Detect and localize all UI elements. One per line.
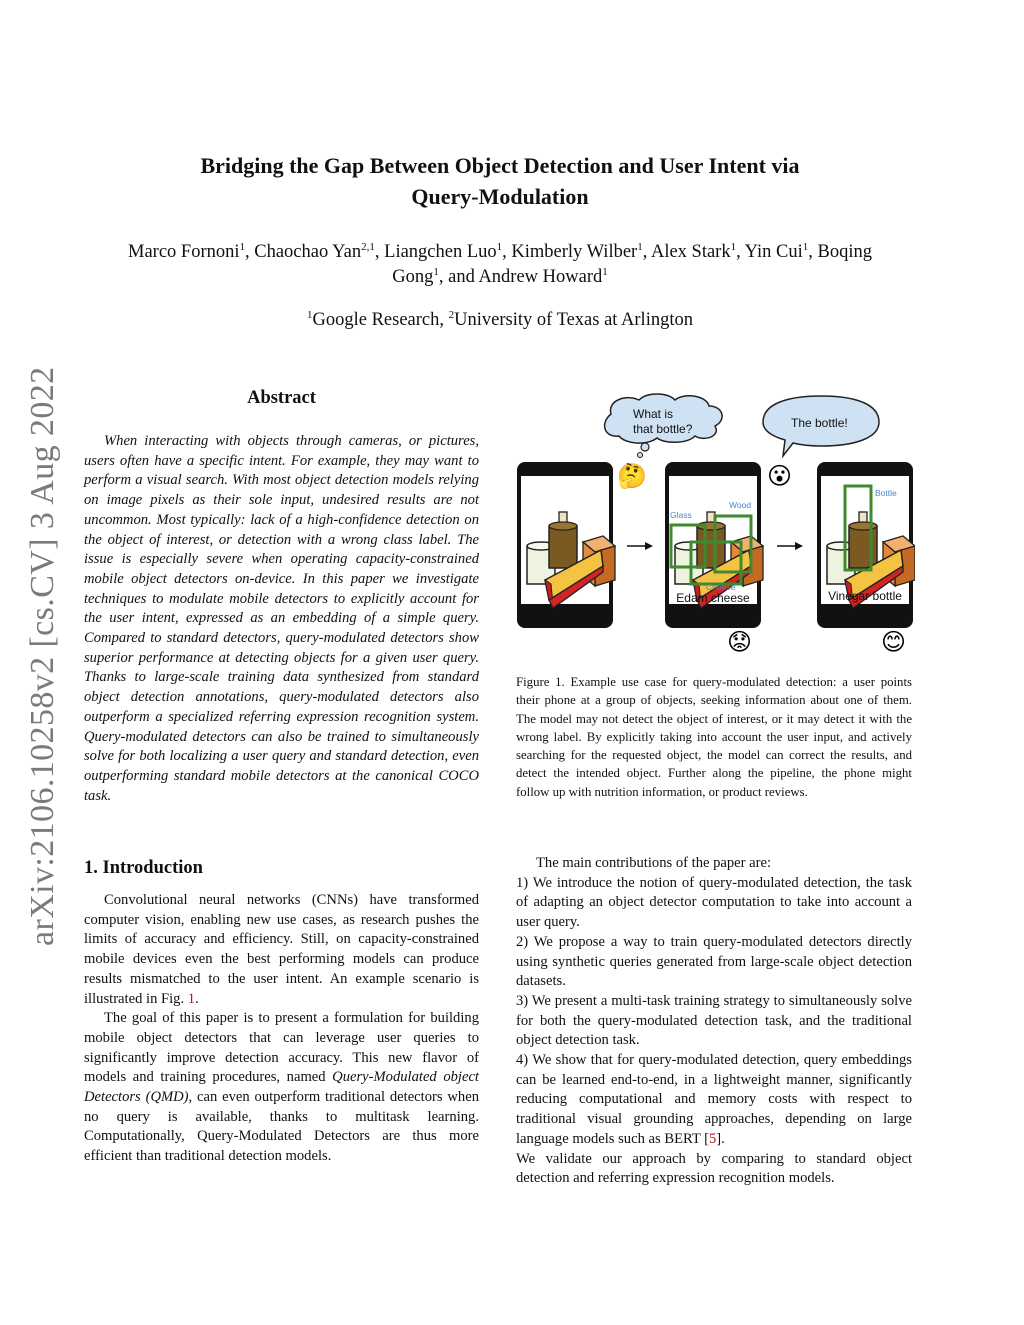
- contribution-1: 1) We introduce the notion of query-modulated detection, the task of adapting an object detector computation to take into account a user query.: [516, 874, 912, 931]
- phone-1: [517, 462, 615, 628]
- author: Boqing: [817, 242, 872, 262]
- citation-link[interactable]: 5: [709, 1130, 717, 1147]
- intro-paragraph-2: The goal of this paper is to present a formulation for building mobile object detectors that can leverage user queries to significantly improve detection accuracy. This new flavor of models and training procedures, named Query-Modulated object Detectors (QMD), can even outperform traditional detectors when no query is available, thanks to multitask learning. Computationally, Query-Modulated Detectors are thus more efficient than traditional detection models.: [84, 1010, 479, 1165]
- speech-text: The bottle!: [791, 416, 848, 430]
- thought-text-line-1: What is: [633, 407, 674, 421]
- surprised-emoji-icon: 😮: [767, 462, 793, 490]
- label-glass: Glass: [670, 510, 692, 520]
- contribution-4: 4) We show that for query-modulated detection, query embeddings can be learned end-to-end, in a lightweight manner, significantly reducing computational and memory costs with respect to traditional visual grounding approaches, depending on large language models such as BERT [5].: [516, 1052, 912, 1147]
- author-line-1: Marco Fornoni$^1$, Chaochao Yan$^{2,1}$, Liangchen Luo$^1$, Kimberly Wilber$^1$, Alex Stark$^1$, Yin Cui$^1$, Boqing: [128, 240, 872, 262]
- title-line-2: Query-Modulation: [411, 184, 589, 209]
- contribution-3: 3) We present a multi-task training strategy to simultaneously solve for both the query-modulated detection task, and the traditional object detection task.: [516, 992, 912, 1049]
- introduction-body: [84, 891, 479, 1167]
- author: Andrew Howard: [478, 267, 603, 287]
- contributions-intro: The main contributions of the paper are:: [536, 855, 772, 871]
- thought-bubble: [605, 394, 723, 458]
- phone-3-result: Vinegar bottle: [828, 589, 902, 603]
- author-list: [80, 240, 920, 290]
- author: Alex Stark: [650, 242, 731, 262]
- affiliations: $^1$Google Research, $^2$University of Texas at Arlington: [307, 308, 693, 330]
- author: Marco Fornoni: [128, 242, 240, 262]
- author: Yin Cui: [744, 242, 803, 262]
- label-bottle: Bottle: [875, 488, 897, 498]
- abstract-body: [84, 432, 479, 806]
- happy-emoji-icon: 😊: [881, 628, 907, 656]
- thinking-emoji-icon: 🤔: [617, 462, 647, 490]
- phone-2: [665, 462, 763, 628]
- phone-2-result: Edam cheese: [676, 591, 750, 605]
- author: Kimberly Wilber: [511, 242, 638, 262]
- contribution-2: 2) We propose a way to train query-modulated detectors directly using synthetic queries generated from large-scale object detection datasets.: [516, 933, 912, 990]
- arrow-right-icon: [777, 542, 803, 550]
- abstract-heading: Abstract: [247, 388, 316, 408]
- confused-emoji-icon: 😟: [727, 628, 753, 656]
- intro-paragraph-1: Convolutional neural networks (CNNs) have transformed computer vision, enabling new use cases, as research pushes the limits of accuracy and efficiency. Still, on capacity-constrained mobile devices even the best performing models can produce results mismatched to the user intent. An example scenario is illustrated in Fig. 1.: [84, 892, 479, 1007]
- validation-statement: We validate our approach by comparing to standard object detection and referring expression recognition models.: [516, 1150, 912, 1187]
- figure-reference-link[interactable]: 1: [187, 990, 196, 1007]
- thought-text-line-2: that bottle?: [633, 422, 693, 436]
- arrow-right-icon: [627, 542, 653, 550]
- abstract-text: When interacting with objects through cameras, or pictures, users often have a specific intent. For example, they may want to perform a visual search. With most object detection models relying on image pixels as their sole input, undesired results are not uncommon. Most typically: lack of a high-confidence detection on the object of interest, or detection with a wrong class label. The issue is especially severe when operating capacity-constrained mobile object detectors on-device. In this paper we investigate techniques to modulate mobile detectors to explicitly account for the user intent, expressed as an embedding of a simple query. Compared to standard detectors, query-modulated detectors show superior performance at detecting objects for a given user query. Thanks to large-scale training data synthesized from standard object detection annotations, query-modulated detectors also outperform a specialized referring expression recognition system. Query-modulated detectors can also be trained to simultaneously solve for both localizing a user query and standard detection, even outperforming standard mobile detectors at the canonical COCO task.: [84, 433, 479, 804]
- author: Liangchen Luo: [384, 242, 497, 262]
- author-line-2: Gong$^1$, and Andrew Howard$^1$: [392, 265, 608, 287]
- contributions-list: [516, 854, 912, 1189]
- label-cheese: Cheese: [706, 582, 736, 592]
- paper-title: [120, 150, 880, 212]
- author: Gong: [392, 267, 434, 287]
- author: Chaochao Yan: [254, 242, 362, 262]
- figure-1-illustration: [515, 392, 915, 667]
- section-heading-introduction: 1. Introduction: [84, 858, 203, 878]
- figure-caption: Figure 1. Example use case for query-modulated detection: a user points their phone at a group of objects, seeking information about one of them. The model may not detect the object of interest, or it may detect it with the wrong label. By explicitly taking into account the user input, and actively searching for the requested object, the model can correct the results, and detect the intended object. Further along the pipeline, the phone might follow up with nutrition information, or product reviews.: [516, 675, 912, 799]
- speech-bubble: [763, 396, 879, 456]
- phone-3: [817, 462, 915, 628]
- title-line-1: Bridging the Gap Between Object Detection and User Intent via: [200, 153, 800, 178]
- arxiv-identifier: arXiv:2106.10258v2 [cs.CV] 3 Aug 2022: [24, 366, 61, 946]
- label-wood: Wood: [729, 500, 752, 510]
